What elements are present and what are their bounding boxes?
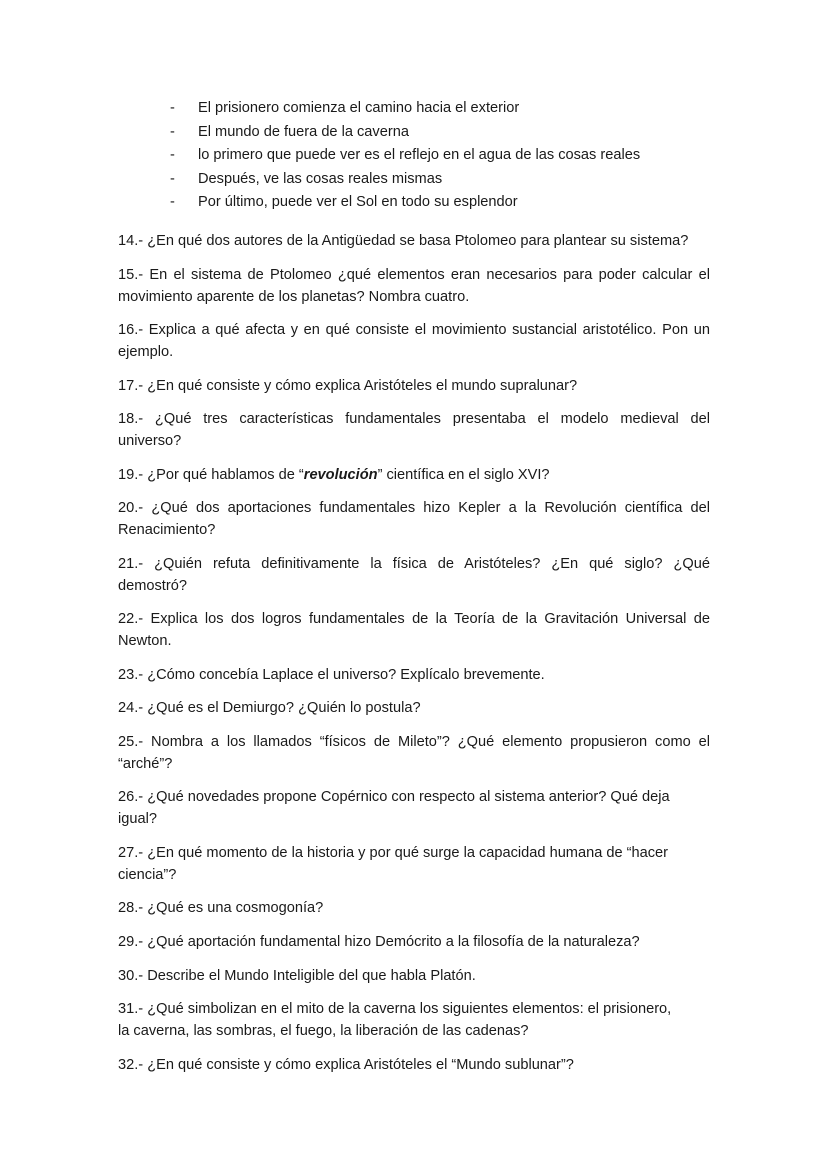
question-21 xyxy=(118,553,710,597)
question-text-line-2: “arché”? xyxy=(118,755,173,772)
emphasized-word: revolución xyxy=(303,466,378,483)
list-item-text: lo primero que puede ver es el reflejo en el agua de las cosas reales xyxy=(198,147,641,164)
question-text: 32.- ¿En qué consiste y cómo explica Aristóteles el “Mundo sublunar”? xyxy=(118,1056,574,1073)
question-text-line-2: Renacimiento? xyxy=(118,522,216,539)
list-item xyxy=(0,191,828,215)
dash-marker: - xyxy=(170,147,175,164)
question-text-line-2: ciencia”? xyxy=(118,866,177,883)
question-16 xyxy=(118,319,710,363)
dash-marker: - xyxy=(170,123,175,140)
question-text xyxy=(118,464,710,486)
list-item xyxy=(0,121,828,145)
list-item xyxy=(0,144,828,168)
dash-marker: - xyxy=(170,194,175,211)
question-text-line-2: igual? xyxy=(118,811,157,828)
question-28 xyxy=(118,897,710,919)
bullet-list xyxy=(0,97,828,215)
question-text-line-1: 16.- Explica a qué afecta y en qué consiste el movimiento sustancial aristotélico. Pon un xyxy=(118,322,710,339)
question-text-line-2: universo? xyxy=(118,433,182,450)
question-32 xyxy=(118,1054,710,1076)
question-text-line-1: 26.- ¿Qué novedades propone Copérnico con respecto al sistema anterior? Qué deja xyxy=(118,789,670,806)
list-item xyxy=(0,97,828,121)
list-item xyxy=(0,168,828,192)
question-text-line-1: 21.- ¿Quién refuta definitivamente la física de Aristóteles? ¿En qué siglo? ¿Qué xyxy=(118,555,710,572)
question-text: 24.- ¿Qué es el Demiurgo? ¿Quién lo postula? xyxy=(118,700,421,717)
question-26 xyxy=(118,786,710,830)
list-item-text: El mundo de fuera de la caverna xyxy=(198,123,409,140)
question-text-line-1: 15.- En el sistema de Ptolomeo ¿qué elementos eran necesarios para poder calcular el xyxy=(118,266,710,283)
dash-marker: - xyxy=(170,100,175,116)
question-27 xyxy=(118,842,710,886)
question-18 xyxy=(118,408,710,452)
question-text: 17.- ¿En qué consiste y cómo explica Aristóteles el mundo supralunar? xyxy=(118,377,578,394)
question-text: 30.- Describe el Mundo Inteligible del que habla Platón. xyxy=(118,967,476,984)
question-text: 29.- ¿Qué aportación fundamental hizo Demócrito a la filosofía de la naturaleza? xyxy=(118,934,640,951)
question-text-suffix: ” científica en el siglo XVI? xyxy=(377,466,550,483)
question-31 xyxy=(118,998,710,1042)
question-24 xyxy=(118,697,710,719)
question-text-line-2: demostró? xyxy=(118,577,187,594)
question-text-line-1: 25.- Nombra a los llamados “físicos de Mileto”? ¿Qué elemento propusieron como el xyxy=(118,733,710,750)
question-text-prefix: 19.- ¿Por qué hablamos de “ xyxy=(118,466,304,483)
list-item-text: El prisionero comienza el camino hacia el exterior xyxy=(198,100,520,116)
question-text-line-1: 18.- ¿Qué tres características fundamentales presentaba el modelo medieval del xyxy=(118,411,710,428)
question-19 xyxy=(118,464,710,486)
question-17 xyxy=(118,375,710,397)
list-item-text: Por último, puede ver el Sol en todo su esplendor xyxy=(198,194,518,211)
question-text-line-2: movimiento aparente de los planetas? Nombra cuatro. xyxy=(118,288,470,305)
question-15 xyxy=(118,264,710,308)
question-29 xyxy=(118,931,710,953)
question-text: 14.- ¿En qué dos autores de la Antigüedad se basa Ptolomeo para plantear su sistema? xyxy=(118,233,689,249)
question-text-line-1: 22.- Explica los dos logros fundamentales de la Teoría de la Gravitación Universal de xyxy=(118,611,710,628)
question-30 xyxy=(118,965,710,987)
dash-marker: - xyxy=(170,170,175,187)
question-text-line-2: Newton. xyxy=(118,633,172,650)
question-14 xyxy=(118,230,710,252)
question-text: 28.- ¿Qué es una cosmogonía? xyxy=(118,900,324,917)
question-20 xyxy=(118,497,710,541)
list-item-text: Después, ve las cosas reales mismas xyxy=(198,170,443,187)
question-25 xyxy=(118,731,710,775)
question-text-line-1: 31.- ¿Qué simbolizan en el mito de la caverna los siguientes elementos: el prisionero, xyxy=(118,1001,672,1018)
question-text: 23.- ¿Cómo concebía Laplace el universo? Explícalo brevemente. xyxy=(118,666,545,683)
question-23 xyxy=(118,664,710,686)
question-text-line-1: 20.- ¿Qué dos aportaciones fundamentales hizo Kepler a la Revolución científica del xyxy=(118,500,710,517)
question-22 xyxy=(118,608,710,652)
question-text-line-1: 27.- ¿En qué momento de la historia y por qué surge la capacidad humana de “hacer xyxy=(118,844,669,861)
question-list xyxy=(118,230,710,1087)
question-text-line-2: la caverna, las sombras, el fuego, la liberación de las cadenas? xyxy=(118,1023,529,1040)
question-text-line-2: ejemplo. xyxy=(118,344,174,361)
